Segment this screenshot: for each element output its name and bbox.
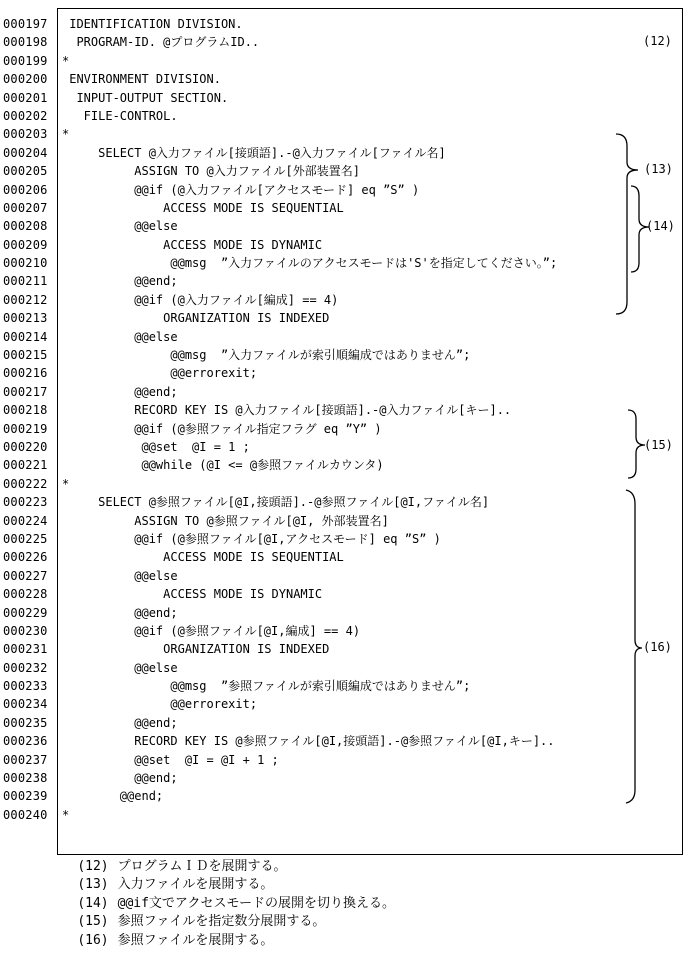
code-line — [0, 199, 687, 217]
line-number: 000233 — [3, 679, 48, 694]
footnote-ref: (12) — [77, 858, 109, 874]
code-text: ORGANIZATION IS INDEXED — [62, 642, 330, 657]
code-text: * — [62, 127, 70, 142]
code-text: @@end; — [62, 789, 164, 804]
line-number: 000200 — [3, 72, 48, 87]
code-line — [0, 622, 687, 640]
code-line — [0, 328, 687, 346]
code-text: ACCESS MODE IS SEQUENTIAL — [62, 550, 344, 565]
code-line — [0, 751, 687, 769]
line-number: 000215 — [3, 348, 48, 363]
code-line — [0, 144, 687, 162]
code-line — [0, 181, 687, 199]
code-line — [0, 659, 687, 677]
code-text: @@else — [62, 568, 178, 583]
code-line — [0, 585, 687, 603]
code-text: ACCESS MODE IS DYNAMIC — [62, 587, 323, 602]
code-line — [0, 309, 687, 327]
footnote-text: @@if文でアクセスモードの展開を切り換える。 — [117, 895, 396, 911]
line-number: 000225 — [3, 531, 48, 546]
line-number: 000231 — [3, 642, 48, 657]
code-line — [0, 401, 687, 419]
line-number: 000203 — [3, 127, 48, 142]
code-text: @@msg ”参照ファイルが索引順編成ではありません”; — [62, 679, 471, 694]
code-text: @@errorexit; — [62, 697, 258, 712]
code-text: @@if (@参照ファイル[@I,編成] == 4) — [62, 623, 361, 638]
code-line — [0, 236, 687, 254]
code-line — [0, 640, 687, 658]
line-number: 000237 — [3, 752, 48, 767]
code-text: SELECT @参照ファイル[@I,接頭語].-@参照ファイル[@I,ファイル名] — [62, 495, 490, 510]
code-text: @@end; — [62, 715, 178, 730]
code-text: @@while (@I <= @参照ファイルカウンタ) — [62, 458, 384, 473]
line-number: 000198 — [3, 35, 48, 50]
annotation-14: (14) — [646, 219, 675, 233]
code-text: @@if (@参照ファイル指定フラグ eq ”Y” ) — [62, 421, 382, 436]
line-number: 000230 — [3, 623, 48, 638]
code-text: FILE-CONTROL. — [62, 108, 178, 123]
code-line — [0, 420, 687, 438]
code-text: RECORD KEY IS @参照ファイル[@I,接頭語].-@参照ファイル[@I,キー].. — [62, 734, 555, 749]
code-line — [0, 70, 687, 88]
line-number: 000236 — [3, 734, 48, 749]
code-text: ORGANIZATION IS INDEXED — [62, 311, 330, 326]
line-number: 000211 — [3, 274, 48, 289]
line-number: 000221 — [3, 458, 48, 473]
line-number: 000199 — [3, 53, 48, 68]
code-line — [0, 732, 687, 750]
code-text: @@msg ”入力ファイルのアクセスモードは'S'を指定してください。”; — [62, 256, 558, 271]
code-text: @@if (@入力ファイル[編成] == 4) — [62, 292, 339, 307]
code-text: @@else — [62, 660, 178, 675]
footnote-ref: (14) — [77, 895, 109, 911]
line-number: 000239 — [3, 789, 48, 804]
code-text: * — [62, 476, 70, 491]
code-line — [0, 530, 687, 548]
line-number: 000223 — [3, 495, 48, 510]
line-number: 000207 — [3, 200, 48, 215]
code-text: PROGRAM-ID. @プログラムID.. — [62, 35, 260, 50]
code-line — [0, 475, 687, 493]
line-number: 000212 — [3, 292, 48, 307]
code-text: ACCESS MODE IS DYNAMIC — [62, 237, 323, 252]
code-text: @@end; — [62, 384, 178, 399]
code-line — [0, 567, 687, 585]
line-number: 000220 — [3, 439, 48, 454]
code-text: ASSIGN TO @参照ファイル[@I, 外部装置名] — [62, 513, 389, 528]
annotation-12: (12) — [643, 34, 672, 48]
code-line — [0, 787, 687, 805]
code-text: @@if (@参照ファイル[@I,アクセスモード] eq ”S” ) — [62, 531, 441, 546]
code-text: @@set @I = 1 ; — [62, 439, 250, 454]
line-number: 000224 — [3, 513, 48, 528]
code-line — [0, 52, 687, 70]
footnote-list — [46, 839, 666, 948]
line-number: 000217 — [3, 384, 48, 399]
code-line — [0, 714, 687, 732]
code-text: @@end; — [62, 274, 178, 289]
line-number: 000222 — [3, 476, 48, 491]
code-line — [0, 254, 687, 272]
line-number: 000240 — [3, 807, 48, 822]
code-line — [0, 89, 687, 107]
annotation-13: (13) — [644, 162, 673, 176]
code-line — [0, 33, 687, 51]
line-number: 000229 — [3, 605, 48, 620]
line-number: 000204 — [3, 145, 48, 160]
code-text: @@else — [62, 219, 178, 234]
annotation-16: (16) — [643, 640, 672, 654]
line-number: 000202 — [3, 108, 48, 123]
line-number: 000218 — [3, 403, 48, 418]
code-line — [0, 162, 687, 180]
line-number: 000234 — [3, 697, 48, 712]
code-line — [0, 548, 687, 566]
annotation-15: (15) — [644, 438, 673, 452]
footnote-ref: (16) — [77, 932, 109, 948]
code-text: ENVIRONMENT DIVISION. — [62, 72, 221, 87]
line-number: 000214 — [3, 329, 48, 344]
code-text: RECORD KEY IS @入力ファイル[接頭語].-@入力ファイル[キー].. — [62, 403, 512, 418]
line-number: 000227 — [3, 568, 48, 583]
code-text: INPUT-OUTPUT SECTION. — [62, 90, 229, 105]
line-number: 000232 — [3, 660, 48, 675]
code-text: @@else — [62, 329, 178, 344]
code-text: @@if (@入力ファイル[アクセスモード] eq ”S” ) — [62, 182, 420, 197]
code-line — [0, 695, 687, 713]
line-number: 000228 — [3, 587, 48, 602]
code-line — [0, 346, 687, 364]
footnote-text: 参照ファイルを展開する。 — [117, 932, 274, 948]
code-line — [0, 604, 687, 622]
line-number: 000235 — [3, 715, 48, 730]
code-listing — [0, 15, 687, 824]
code-text: * — [62, 53, 70, 68]
code-text: SELECT @入力ファイル[接頭語].-@入力ファイル[ファイル名] — [62, 145, 446, 160]
code-line — [0, 456, 687, 474]
footnote-text: 入力ファイルを展開する。 — [117, 877, 274, 893]
code-line — [0, 806, 687, 824]
line-number: 000219 — [3, 421, 48, 436]
code-line — [0, 438, 687, 456]
line-number: 000216 — [3, 366, 48, 381]
line-number: 000206 — [3, 182, 48, 197]
code-line — [0, 512, 687, 530]
line-number: 000197 — [3, 17, 48, 31]
code-line — [0, 217, 687, 235]
code-line — [0, 272, 687, 290]
code-line — [0, 125, 687, 143]
footnote-ref: (15) — [77, 914, 109, 930]
footnote-text: プログラムＩＤを展開する。 — [117, 858, 287, 874]
code-text: @@end; — [62, 771, 178, 786]
code-text: * — [62, 807, 70, 822]
code-text: ACCESS MODE IS SEQUENTIAL — [62, 200, 344, 215]
code-text: @@set @I = @I + 1 ; — [62, 752, 279, 767]
code-line — [0, 493, 687, 511]
footnote-text: 参照ファイルを指定数分展開する。 — [117, 914, 326, 930]
line-number: 000226 — [3, 550, 48, 565]
code-line — [0, 291, 687, 309]
code-text: @@end; — [62, 605, 178, 620]
line-number: 000201 — [3, 90, 48, 105]
code-line — [0, 677, 687, 695]
line-number: 000209 — [3, 237, 48, 252]
line-number: 000208 — [3, 219, 48, 234]
line-number: 000238 — [3, 771, 48, 786]
code-text: IDENTIFICATION DIVISION. — [62, 17, 243, 31]
footnote-ref: (13) — [77, 877, 109, 893]
code-text: @@msg ”入力ファイルが索引順編成ではありません”; — [62, 348, 471, 363]
code-line — [0, 364, 687, 382]
code-line — [0, 383, 687, 401]
footnote-item — [46, 839, 666, 874]
code-text: ASSIGN TO @入力ファイル[外部装置名] — [62, 164, 360, 179]
code-line — [0, 15, 687, 33]
code-line — [0, 769, 687, 787]
line-number: 000205 — [3, 164, 48, 179]
line-number: 000210 — [3, 256, 48, 271]
line-number: 000213 — [3, 311, 48, 326]
code-text: @@errorexit; — [62, 366, 258, 381]
code-line — [0, 107, 687, 125]
